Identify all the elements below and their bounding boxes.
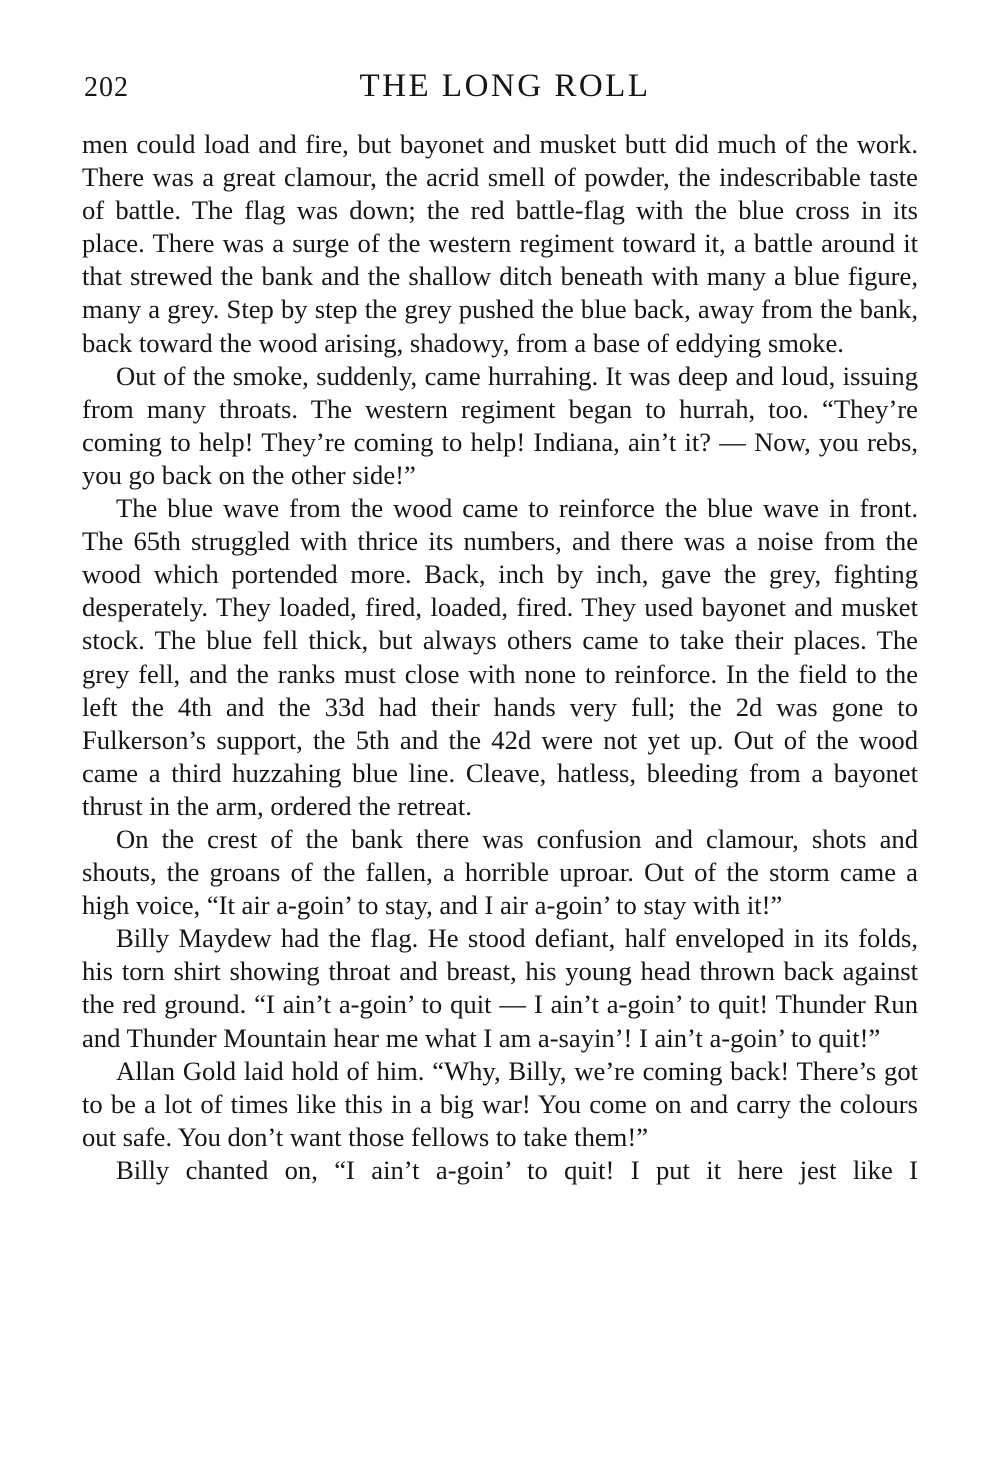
body-text [82,128,918,1187]
paragraph: The blue wave from the wood came to reinforce the blue wave in front. The 65th struggled with thrice its numbers, and there was a noise from the wood which portended more. Back, inch by inch, gave the grey, fighting desperately. They loaded, fired, loaded, fired. They used bayonet and musket stock. The blue fell thick, but always others came to take their places. The grey fell, and the ranks must close with none to reinforce. In the field to the left the 4th and the 33d had their hands very full; the 2d was gone to Fulkerson’s support, the 5th and the 42d were not yet up. Out of the wood came a third huzzahing blue line. Cleave, hatless, bleeding from a bayonet thrust in the arm, ordered the retreat. [82,493,918,821]
page-number: 202 [84,72,129,103]
page-header [82,64,918,112]
paragraph: Allan Gold laid hold of him. “Why, Billy, we’re coming back! There’s got to be a lot of times like this in a big war! You come on and carry the colours out safe. You don’t want those fellows to take them!” [82,1055,918,1152]
paragraph: Billy chanted on, “I ain’t a-goin’ to quit! I put it here jest like I [116,1154,918,1185]
paragraph: Out of the smoke, suddenly, came hurrahing. It was deep and loud, issuing from many throats. The western regiment began to hurrah, too. “They’re coming to help! They’re coming to help! Indiana, ain’t it? — Now, you rebs, you go back on the other side!” [82,360,918,490]
paragraph: On the crest of the bank there was confusion and clamour, shots and shouts, the groans of the fallen, a horrible uproar. Out of the storm came a high voice, “It air a-goin’ to stay, and I air a-goin’ to stay with it!” [82,823,918,921]
book-page [82,64,918,1187]
running-title: THE LONG ROLL [359,68,651,104]
paragraph: men could load and fire, but bayonet and musket butt did much of the work. There was a great clamour, the acrid smell of powder, the indescribable taste of battle. The flag was down; the red battle-flag with the blue cross in its place. There was a surge of the western regiment toward it, a battle around it that strewed the bank and the shallow ditch beneath with many a blue figure, many a grey. Step by step the grey pushed the blue back, away from the bank, back toward the wood arising, shadowy, from a base of eddying smoke. [82,129,918,358]
paragraph: Billy Maydew had the flag. He stood defiant, half enveloped in its folds, his torn shirt showing throat and breast, his young head thrown back against the red ground. “I ain’t a-goin’ to quit — I ain’t a-goin’ to quit! Thunder Run and Thunder Mountain hear me what I am a-sayin’! I ain’t a-goin’ to quit!” [82,923,918,1053]
